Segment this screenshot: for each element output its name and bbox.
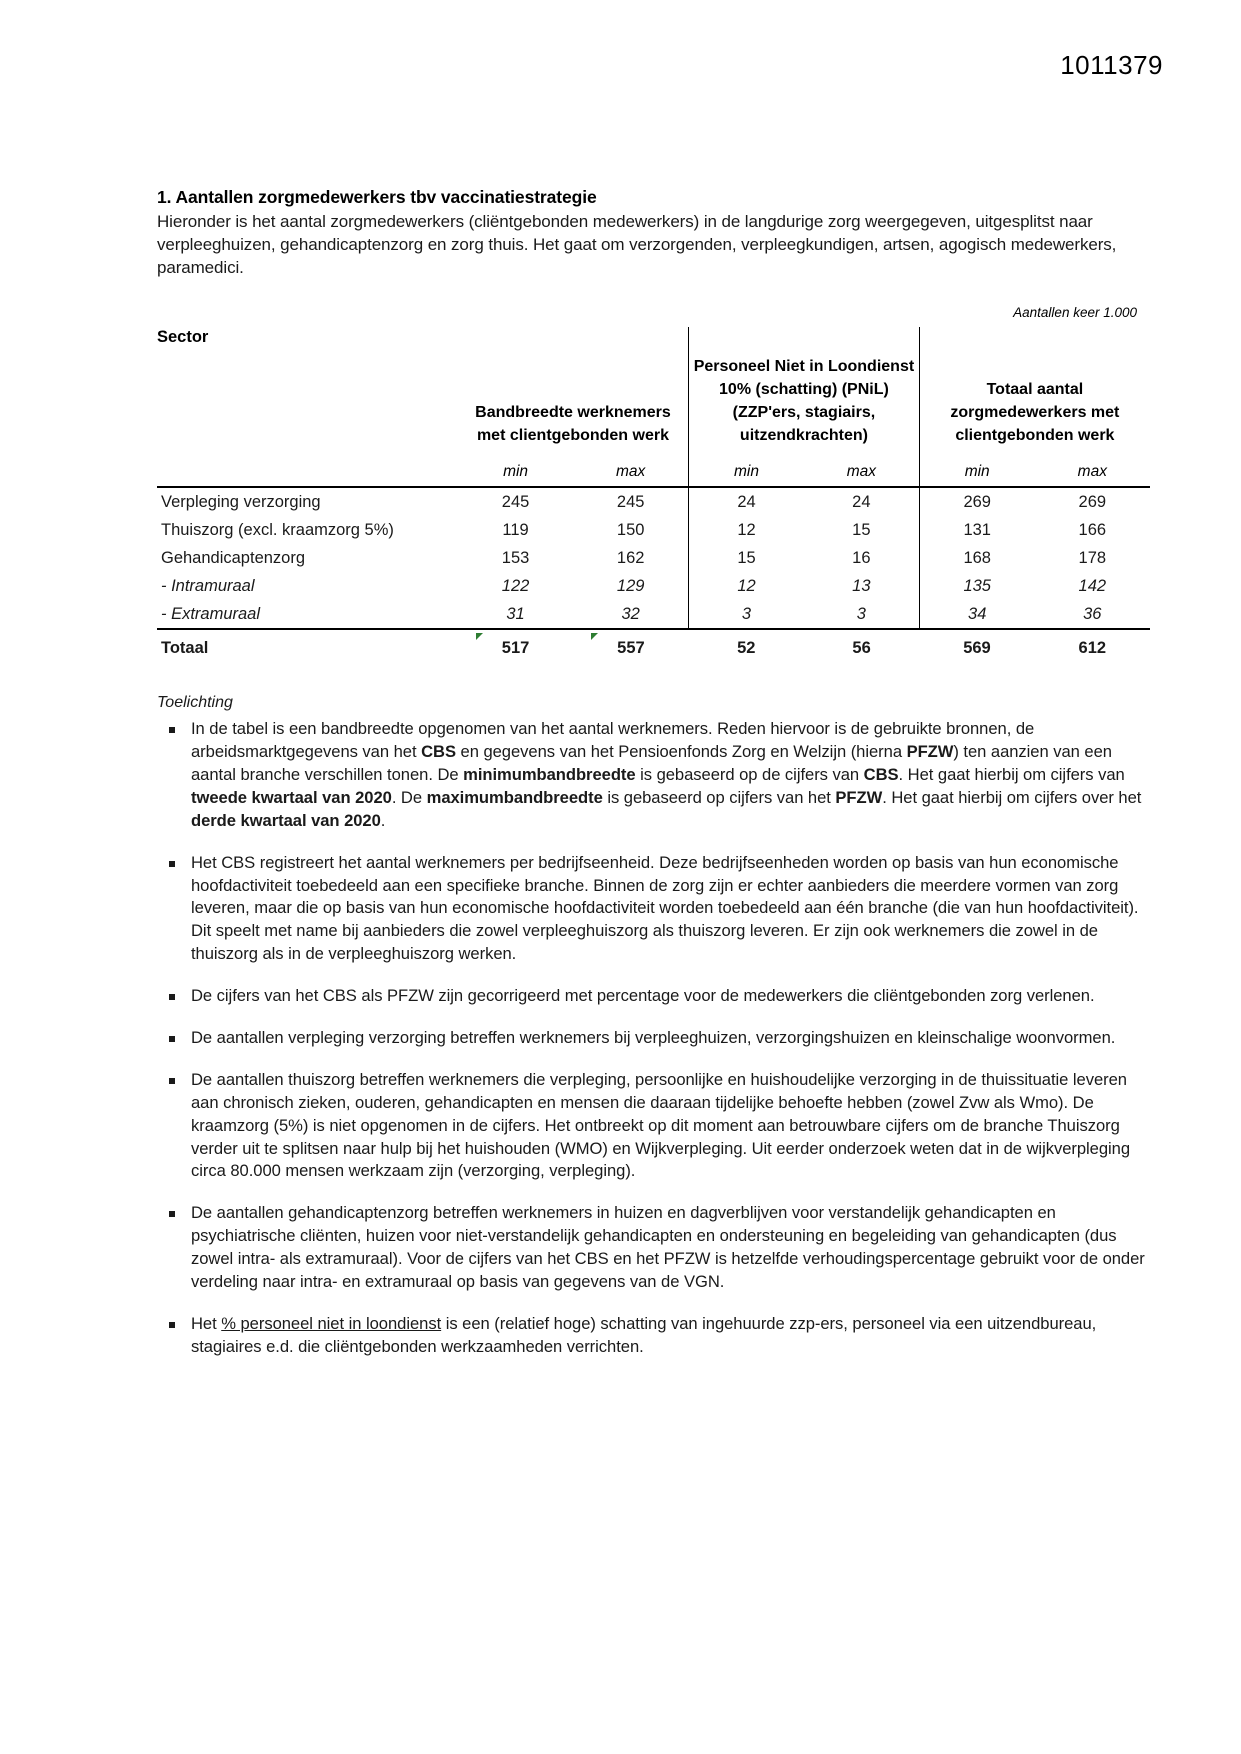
table-row [157, 487, 1150, 516]
cell-pnil-min: 3 [689, 600, 804, 629]
cell-bandbreedte-min: 31 [506, 604, 525, 623]
list-item: De aantallen gehandicaptenzorg betreffen werknemers in huizen en dagverblijven voor verstandelijk gehandicapten en psychiatrische cliënten, huizen voor niet-verstandelijk gehandicapten en ondersteuning en begeleiding van gehandicapten (dus zowel intra- als extramuraal). Voor de cijfers van het CBS en het PFZW is hetzelfde verhoudingspercentage gebruikt voor de onder verdeling naar intra- en extramuraal op basis van gegevens van de VGN. [157, 1202, 1159, 1294]
cell-bandbreedte-max: 32 [621, 604, 640, 623]
row-label: Gehandicaptenzorg [161, 548, 306, 567]
cell-pnil-min: 24 [689, 487, 804, 516]
total-bandbreedte-max [573, 629, 688, 664]
total-row-label: Totaal [157, 629, 458, 664]
table-row [157, 544, 1150, 572]
cell-pnil-min: 15 [689, 544, 804, 572]
total-totaal-max: 612 [1035, 629, 1150, 664]
subheader-pnil-min: min [689, 453, 804, 487]
cell-bandbreedte-max: 245 [573, 487, 688, 516]
cell-totaal-max: 142 [1078, 576, 1107, 595]
cell-totaal-max: 36 [1083, 604, 1102, 623]
list-item: De aantallen verpleging verzorging betreffen werknemers bij verpleeghuizen, verzorgingshuizen en kleinschalige woonvormen. [157, 1027, 1159, 1050]
group-header-bandbreedte: Bandbreedte werknemers met clientgebonden werk [475, 403, 671, 444]
group-header-pnil: Personeel Niet in Loondienst 10% (schatting) (PNiL) (ZZP'ers, stagiairs, uitzendkrachten) [689, 327, 920, 453]
list-item: In de tabel is een bandbreedte opgenomen van het aantal werknemers. Reden hiervoor is de gebruikte bronnen, de arbeidsmarktgegevens van het CBS en gegevens van het Pensioenfonds Zorg en Welzijn (hierna PFZW) ten aanzien van een aantal branche verschillen tonen. De minimumbandbreedte is gebaseerd op de cijfers van CBS. Het gaat hierbij om cijfers van tweede kwartaal van 2020. De maximumbandbreedte is gebaseerd op cijfers van het PFZW. Het gaat hierbij om cijfers over het derde kwartaal van 2020. [157, 718, 1159, 832]
cell-bandbreedte-min: 245 [458, 487, 573, 516]
toelichting-list [157, 718, 1159, 1358]
cell-pnil-max: 13 [852, 576, 871, 595]
cell-pnil-max: 15 [852, 520, 871, 539]
row-label: - Extramuraal [161, 604, 261, 623]
table-row [157, 600, 1150, 629]
table-subheader-row [157, 453, 1150, 487]
document-stamp: 1011379 [1060, 50, 1163, 80]
group-header-totaal: Totaal aantal zorgmedewerkers met clientgebonden werk [919, 327, 1150, 453]
subheader-pnil-max: max [846, 463, 876, 481]
table-row [157, 516, 1150, 544]
cell-bandbreedte-max: 129 [616, 576, 645, 595]
total-bandbreedte-min [458, 629, 573, 664]
total-pnil-max: 56 [804, 629, 919, 664]
cell-bandbreedte-min: 122 [501, 576, 530, 595]
table-sector-label: Sector [157, 328, 209, 347]
cell-pnil-min: 12 [689, 572, 804, 600]
cell-totaal-min: 34 [919, 600, 1034, 629]
cell-bandbreedte-min: 153 [501, 548, 530, 567]
cell-totaal-min: 269 [919, 487, 1034, 516]
list-item: Het % personeel niet in loondienst is een (relatief hoge) schatting van ingehuurde zzp-ers, personeel via een uitzendbureau, stagiaires e.d. die cliëntgebonden werkzaamheden verrichten. [157, 1313, 1159, 1359]
comment-flag-icon [476, 633, 483, 640]
table-units-note: Aantallen keer 1.000 [1013, 305, 1137, 321]
total-pnil-min: 52 [689, 629, 804, 664]
list-item: De aantallen thuiszorg betreffen werknemers die verpleging, persoonlijke en huishoudelijke verzorging in de thuissituatie leveren aan chronisch zieken, ouderen, gehandicapten en mensen die daaraan tijdelijke behoefte hebben (zowel Zvw als Wmo). De kraamzorg (5%) is niet opgenomen in de cijfers. Het ontbreekt op dit moment aan betrouwbare cijfers om de branche Thuiszorg verder uit te splitsen naar hulp bij het huishouden (WMO) en Wijkverpleging. Uit eerder onderzoek weten dat in de wijkverpleging circa 80.000 mensen werkzaam zijn (verzorging, verpleging). [157, 1069, 1159, 1183]
zorgmedewerkers-table [157, 327, 1150, 664]
comment-flag-icon [591, 633, 598, 640]
cell-pnil-max: 16 [852, 548, 871, 567]
toelichting-heading: Toelichting [157, 694, 233, 712]
page-title: 1. Aantallen zorgmedewerkers tbv vaccinatiestrategie [157, 187, 597, 207]
subheader-bandbreedte-min: min [503, 463, 529, 481]
list-item: De cijfers van het CBS als PFZW zijn gecorrigeerd met percentage voor de medewerkers die cliëntgebonden zorg verlenen. [157, 985, 1159, 1008]
total-totaal-min: 569 [919, 629, 1034, 664]
subheader-blank [157, 453, 458, 487]
table-total-row [157, 629, 1150, 664]
cell-bandbreedte-max: 162 [616, 548, 645, 567]
cell-totaal-min: 131 [919, 516, 1034, 544]
total-bandbreedte-max-value: 557 [617, 639, 645, 658]
cell-pnil-max: 3 [856, 604, 866, 623]
list-item: Het CBS registreert het aantal werknemers per bedrijfseenheid. Deze bedrijfseenheden worden op basis van hun economische hoofdactiviteit toebedeeld aan een specifieke branche. Binnen de zorg zijn er echter aanbieders die meerdere vormen van zorg leveren, maar die op basis van hun economische hoofdactiviteit worden toebedeeld aan één branche (die van hun hoofdactiviteit). Dit speelt met name bij aanbieders die zowel verpleeghuiszorg als thuiszorg leveren. Er zijn ook werknemers die zowel in de thuiszorg als in de verpleeghuiszorg werken. [157, 852, 1159, 966]
cell-bandbreedte-max: 150 [616, 520, 645, 539]
intro-paragraph: Hieronder is het aantal zorgmedewerkers (cliëntgebonden medewerkers) in de langdurige zorg weergegeven, uitgesplitst naar verpleeghuizen, gehandicaptenzorg en zorg thuis. Het gaat om verzorgenden, verpleegkundigen, artsen, agogisch medewerkers, paramedici. [157, 212, 1117, 277]
row-label: - Intramuraal [161, 576, 255, 595]
document-content [157, 186, 1159, 1378]
subheader-totaal-min: min [919, 453, 1034, 487]
cell-pnil-min: 12 [689, 516, 804, 544]
table-row [157, 572, 1150, 600]
subheader-bandbreedte-max: max [616, 463, 646, 481]
cell-totaal-max: 178 [1078, 548, 1107, 567]
cell-totaal-max: 269 [1035, 487, 1150, 516]
cell-totaal-max: 166 [1078, 520, 1107, 539]
cell-bandbreedte-min: 119 [502, 520, 529, 539]
subheader-totaal-max: max [1077, 463, 1107, 481]
row-label: Verpleging verzorging [157, 487, 458, 516]
cell-totaal-min: 168 [919, 544, 1034, 572]
cell-pnil-max: 24 [804, 487, 919, 516]
total-bandbreedte-min-value: 517 [501, 639, 530, 658]
row-label: Thuiszorg (excl. kraamzorg 5%) [161, 520, 394, 539]
cell-totaal-min: 135 [919, 572, 1034, 600]
table-group-header-row [157, 327, 1150, 453]
